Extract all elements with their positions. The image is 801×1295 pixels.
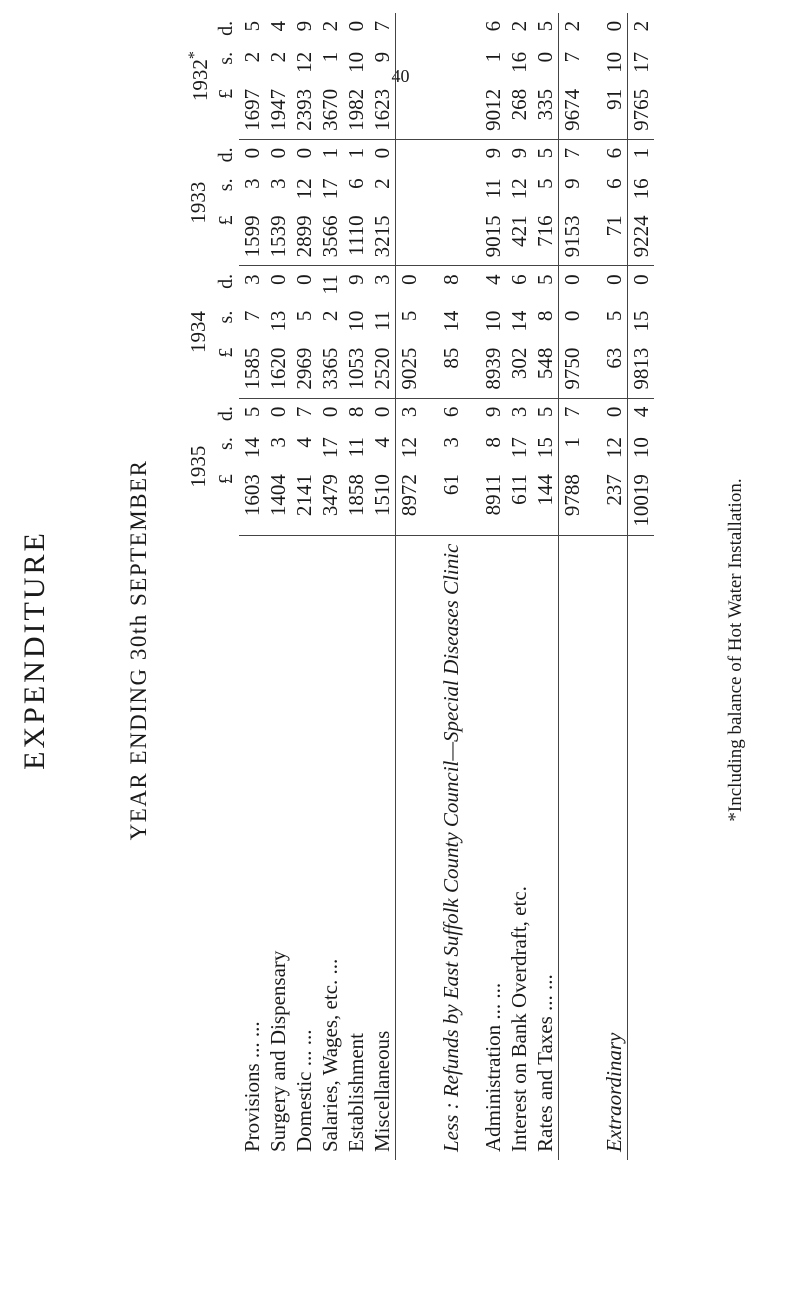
pence-value: 2 bbox=[628, 13, 655, 44]
pence-value: 9 bbox=[292, 20, 316, 32]
pence-value: 5 bbox=[240, 20, 264, 32]
pounds-value: 1510 bbox=[369, 466, 396, 535]
shillings-value: 16 bbox=[507, 51, 531, 73]
pounds-value: 2393 bbox=[291, 81, 317, 140]
pounds-value: 1603 bbox=[239, 466, 265, 535]
spacer-row bbox=[422, 13, 438, 1160]
shillings-value: 12 bbox=[292, 51, 316, 73]
rotated-table-frame bbox=[0, 20, 801, 1200]
shillings-value: 2 bbox=[240, 51, 264, 63]
pence-value: 5 bbox=[533, 406, 557, 418]
pence-value: 3 bbox=[396, 398, 423, 429]
pence-value: 0 bbox=[559, 266, 586, 303]
pence-value bbox=[438, 13, 464, 44]
pounds-value: 91 bbox=[601, 81, 628, 140]
year-header-row bbox=[178, 13, 213, 1160]
pounds-value: 1053 bbox=[343, 340, 369, 399]
shillings-value: 13 bbox=[266, 310, 290, 332]
shillings-value: 4 bbox=[370, 437, 394, 448]
shillings-value: 7 bbox=[559, 44, 586, 81]
row-label: Extraordinary bbox=[602, 1032, 626, 1152]
pence-value: 0 bbox=[628, 266, 655, 303]
pence-value: 5 bbox=[533, 274, 557, 285]
pounds-value: 9788 bbox=[559, 466, 586, 535]
shillings-value: 9 bbox=[370, 51, 394, 63]
pence-value: 3 bbox=[370, 274, 394, 285]
pounds-value: 548 bbox=[532, 340, 559, 399]
pence-value: 0 bbox=[318, 406, 342, 418]
pence-value: 1 bbox=[628, 139, 655, 170]
unit-s: s. bbox=[215, 437, 237, 450]
shillings-value: 3 bbox=[266, 437, 290, 448]
shillings-value bbox=[438, 170, 464, 207]
table-row bbox=[265, 13, 291, 1160]
pence-value: 0 bbox=[344, 20, 368, 32]
pence-value: 0 bbox=[602, 274, 626, 285]
pounds-value: 1623 bbox=[369, 81, 396, 140]
unit-s: s. bbox=[215, 178, 237, 192]
page-number: 40 bbox=[391, 66, 410, 86]
pounds-value: 1110 bbox=[343, 207, 369, 266]
less-row bbox=[438, 13, 464, 1160]
row-label: Provisions ... ... bbox=[240, 1021, 264, 1152]
pence-value: 8 bbox=[439, 274, 463, 285]
pence-value: 0 bbox=[266, 147, 290, 159]
pounds-value bbox=[396, 207, 423, 266]
pounds-value: 61 bbox=[438, 466, 464, 535]
pounds-value: 3365 bbox=[317, 340, 343, 399]
shillings-value: 5 bbox=[396, 303, 423, 340]
unit-d: d. bbox=[215, 273, 237, 289]
pounds-value: 1947 bbox=[265, 81, 291, 140]
pounds-value: 2969 bbox=[291, 340, 317, 399]
unit-s: s. bbox=[215, 51, 237, 65]
pounds-value: 335 bbox=[532, 81, 559, 140]
shillings-value: 8 bbox=[481, 437, 505, 448]
pounds-value: 9012 bbox=[480, 81, 506, 140]
pounds-value: 421 bbox=[506, 207, 532, 266]
pence-value: 0 bbox=[240, 147, 264, 159]
shillings-value: 5 bbox=[602, 310, 626, 322]
pounds-value: 3566 bbox=[317, 207, 343, 266]
pound-sign: £ bbox=[215, 88, 237, 99]
shillings-value bbox=[396, 170, 423, 207]
unit-s: s. bbox=[215, 310, 237, 324]
pence-value: 11 bbox=[318, 274, 342, 295]
shillings-value: 10 bbox=[602, 51, 626, 73]
pence-value: 4 bbox=[266, 20, 290, 32]
footnote-marker: * bbox=[186, 51, 203, 60]
row-label: Interest on Bank Overdraft, etc. bbox=[507, 886, 531, 1152]
pounds-value: 9750 bbox=[559, 340, 586, 399]
pence-value: 0 bbox=[602, 20, 626, 32]
unit-d: d. bbox=[215, 406, 237, 422]
shillings-value: 17 bbox=[507, 437, 531, 459]
shillings-value: 1 bbox=[318, 51, 342, 63]
pence-value: 7 bbox=[559, 139, 586, 170]
row-label: Rates and Taxes ... ... bbox=[533, 974, 557, 1152]
pence-value: 4 bbox=[481, 274, 505, 285]
shillings-value: 5 bbox=[533, 178, 557, 189]
pence-value: 7 bbox=[370, 20, 394, 32]
pounds-value bbox=[438, 81, 464, 140]
year-1932: 1932* bbox=[186, 51, 212, 102]
unit-d: d. bbox=[215, 147, 237, 163]
pounds-value: 1404 bbox=[265, 466, 291, 535]
pence-value: 0 bbox=[292, 147, 316, 159]
pounds-value: 1982 bbox=[343, 81, 369, 140]
page-heading: EXPENDITURE bbox=[18, 530, 51, 770]
expenditure-table bbox=[178, 13, 654, 1160]
unit-d: d. bbox=[215, 20, 237, 36]
pounds-value: 1620 bbox=[265, 340, 291, 399]
pounds-value: 85 bbox=[438, 340, 464, 399]
pence-value: 6 bbox=[439, 406, 463, 418]
shillings-value: 12 bbox=[602, 437, 626, 459]
pounds-value: 1585 bbox=[239, 340, 265, 399]
shillings-value: 12 bbox=[292, 178, 316, 200]
pence-value: 9 bbox=[481, 406, 505, 418]
shillings-value: 17 bbox=[318, 437, 342, 459]
shillings-value: 12 bbox=[396, 429, 423, 466]
shillings-value: 3 bbox=[266, 178, 290, 189]
pence-value: 0 bbox=[292, 274, 316, 285]
pence-value bbox=[438, 139, 464, 170]
pence-value: 1 bbox=[344, 147, 368, 159]
pounds-value: 10019 bbox=[628, 466, 655, 535]
pence-value: 0 bbox=[370, 147, 394, 159]
footnote: *Including balance of Hot Water Installation. bbox=[725, 478, 746, 822]
shillings-value: 14 bbox=[439, 310, 463, 332]
pound-sign: £ bbox=[215, 474, 237, 485]
pounds-value: 71 bbox=[601, 207, 628, 266]
pence-value: 9 bbox=[344, 274, 368, 285]
year-1933: 1933 bbox=[185, 181, 210, 224]
pence-value: 2 bbox=[559, 13, 586, 44]
shillings-value: 4 bbox=[292, 437, 316, 448]
pounds-value: 1858 bbox=[343, 466, 369, 535]
pounds-value: 716 bbox=[532, 207, 559, 266]
spacer-row bbox=[464, 13, 480, 1160]
pounds-value bbox=[396, 81, 423, 140]
row-label bbox=[396, 535, 423, 1160]
pence-value: 4 bbox=[628, 398, 655, 429]
pence-value bbox=[396, 139, 423, 170]
pounds-value: 302 bbox=[506, 340, 532, 399]
shillings-value: 2 bbox=[370, 178, 394, 189]
shillings-value: 1 bbox=[481, 51, 505, 63]
row-label: Establishment bbox=[344, 1033, 368, 1152]
pounds-value: 9025 bbox=[396, 340, 423, 399]
pounds-value: 9765 bbox=[628, 81, 655, 140]
table-row bbox=[343, 13, 369, 1160]
year-1934: 1934 bbox=[185, 311, 210, 354]
pence-value: 1 bbox=[318, 147, 342, 159]
pence-value: 0 bbox=[602, 406, 626, 418]
pence-value: 7 bbox=[292, 406, 316, 418]
pence-value: 6 bbox=[507, 274, 531, 285]
pence-value bbox=[396, 13, 423, 44]
shillings-value: 10 bbox=[344, 310, 368, 332]
pence-value: 0 bbox=[266, 274, 290, 285]
pence-value: 3 bbox=[507, 406, 531, 418]
table-row bbox=[239, 13, 265, 1160]
row-label: Less : Refunds by East Suffolk County Council—Special Diseases Clinic bbox=[439, 543, 463, 1152]
pence-value: 5 bbox=[533, 20, 557, 32]
pounds-value: 9015 bbox=[480, 207, 506, 266]
table-row bbox=[317, 13, 343, 1160]
pounds-value: 144 bbox=[532, 466, 559, 535]
row-label: Domestic ... ... bbox=[292, 1029, 316, 1152]
pence-value: 6 bbox=[481, 20, 505, 32]
shillings-value: 10 bbox=[628, 429, 655, 466]
unit-header-row bbox=[213, 13, 239, 1160]
pence-value: 5 bbox=[240, 406, 264, 418]
pound-sign: £ bbox=[215, 347, 237, 358]
shillings-value: 2 bbox=[266, 51, 290, 63]
pounds-value: 611 bbox=[506, 466, 532, 535]
shillings-value: 10 bbox=[481, 310, 505, 332]
pence-value: 3 bbox=[240, 274, 264, 285]
table-body bbox=[239, 13, 654, 1160]
row-label: Salaries, Wages, etc. ... bbox=[318, 958, 342, 1152]
shillings-value: 9 bbox=[559, 170, 586, 207]
shillings-value: 10 bbox=[344, 51, 368, 73]
table-row bbox=[506, 13, 532, 1160]
pounds-value: 8911 bbox=[480, 466, 506, 535]
row-label: Miscellaneous bbox=[370, 1030, 394, 1152]
shillings-value: 2 bbox=[318, 310, 342, 322]
table-row bbox=[532, 13, 559, 1160]
pence-value: 6 bbox=[602, 147, 626, 159]
pounds-value bbox=[438, 207, 464, 266]
page-subheading: YEAR ENDING 30th SEPTEMBER bbox=[126, 459, 151, 841]
shillings-value: 16 bbox=[628, 170, 655, 207]
pound-sign: £ bbox=[215, 215, 237, 226]
shillings-value: 6 bbox=[602, 178, 626, 189]
shillings-value: 14 bbox=[240, 437, 264, 459]
pence-value: 8 bbox=[344, 406, 368, 418]
pounds-value: 2899 bbox=[291, 207, 317, 266]
subtotal-row bbox=[396, 13, 423, 1160]
shillings-value: 3 bbox=[439, 437, 463, 448]
shillings-value: 17 bbox=[628, 44, 655, 81]
pounds-value: 3670 bbox=[317, 81, 343, 140]
pounds-value: 1539 bbox=[265, 207, 291, 266]
shillings-value: 8 bbox=[533, 310, 557, 322]
pounds-value: 8939 bbox=[480, 340, 506, 399]
pence-value: 0 bbox=[396, 266, 423, 303]
extraordinary-row bbox=[601, 13, 628, 1160]
shillings-value: 15 bbox=[628, 303, 655, 340]
table-row bbox=[369, 13, 396, 1160]
pence-value: 0 bbox=[370, 406, 394, 418]
shillings-value: 0 bbox=[559, 303, 586, 340]
pence-value: 7 bbox=[559, 398, 586, 429]
pounds-value: 2141 bbox=[291, 466, 317, 535]
pounds-value: 9674 bbox=[559, 81, 586, 140]
pounds-value: 3215 bbox=[369, 207, 396, 266]
year-1935: 1935 bbox=[185, 445, 210, 488]
shillings-value: 17 bbox=[318, 178, 342, 200]
shillings-value: 11 bbox=[481, 178, 505, 199]
row-label: Surgery and Dispensary bbox=[266, 950, 290, 1152]
pence-value: 9 bbox=[481, 147, 505, 159]
pounds-value: 268 bbox=[506, 81, 532, 140]
pounds-value: 1697 bbox=[239, 81, 265, 140]
pounds-value: 3479 bbox=[317, 466, 343, 535]
shillings-value: 11 bbox=[370, 310, 394, 331]
pounds-value: 237 bbox=[601, 466, 628, 535]
pounds-value: 2520 bbox=[369, 340, 396, 399]
shillings-value: 11 bbox=[344, 437, 368, 458]
shillings-value: 0 bbox=[533, 51, 557, 63]
row-label bbox=[628, 535, 655, 1160]
table-row bbox=[291, 13, 317, 1160]
pence-value: 2 bbox=[318, 20, 342, 32]
pounds-value: 9153 bbox=[559, 207, 586, 266]
pounds-value: 1599 bbox=[239, 207, 265, 266]
total-row bbox=[559, 13, 586, 1160]
shillings-value bbox=[396, 44, 423, 81]
row-label: Administration ... ... bbox=[481, 982, 505, 1152]
shillings-value: 15 bbox=[533, 437, 557, 459]
spacer-row bbox=[585, 13, 601, 1160]
pence-value: 9 bbox=[507, 147, 531, 159]
pounds-value: 63 bbox=[601, 340, 628, 399]
pence-value: 0 bbox=[266, 406, 290, 418]
shillings-value: 7 bbox=[240, 310, 264, 322]
pounds-value: 9813 bbox=[628, 340, 655, 399]
shillings-value: 6 bbox=[344, 178, 368, 189]
grand-total-row bbox=[628, 13, 655, 1160]
shillings-value: 1 bbox=[559, 429, 586, 466]
pence-value: 2 bbox=[507, 20, 531, 32]
row-label bbox=[559, 535, 586, 1160]
shillings-value: 5 bbox=[292, 310, 316, 322]
shillings-value: 3 bbox=[240, 178, 264, 189]
pounds-value: 9224 bbox=[628, 207, 655, 266]
shillings-value: 12 bbox=[507, 178, 531, 200]
shillings-value: 14 bbox=[507, 310, 531, 332]
pence-value: 5 bbox=[533, 147, 557, 159]
shillings-value bbox=[438, 44, 464, 81]
pounds-value: 8972 bbox=[396, 466, 423, 535]
table-row bbox=[480, 13, 506, 1160]
